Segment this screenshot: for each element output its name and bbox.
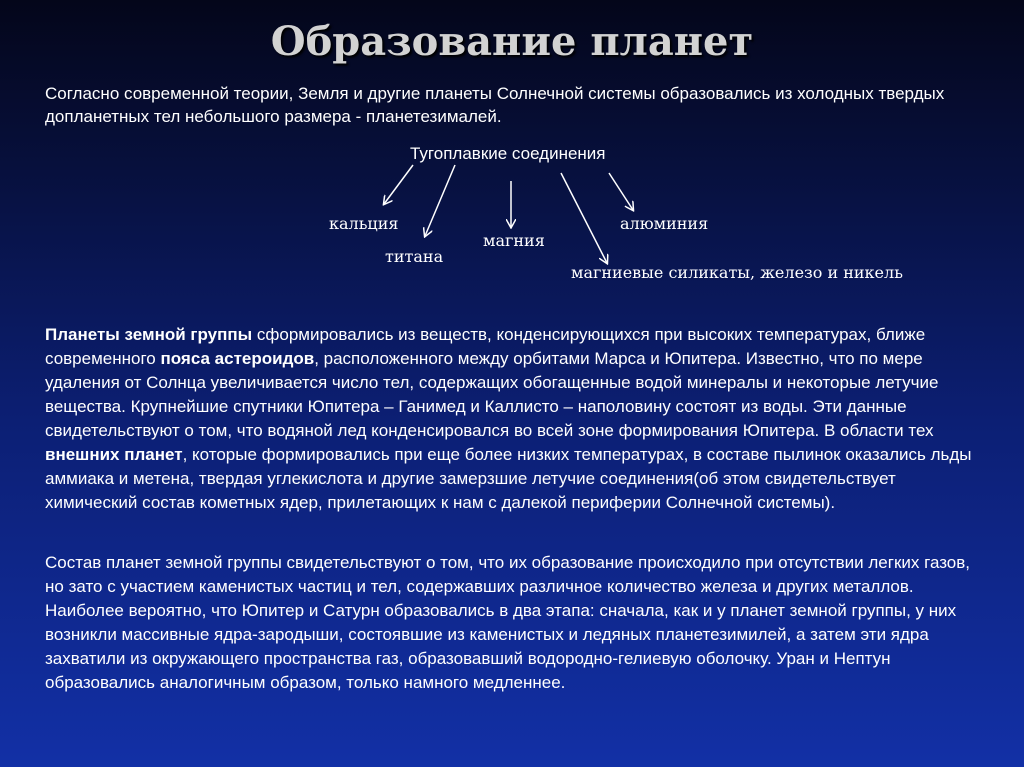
diagram-magnesium-label: магния — [483, 231, 545, 250]
arrow-to-aluminum — [609, 173, 633, 210]
term-outer-planets: внешних планет — [45, 445, 183, 464]
slide-title: Образование планет — [270, 18, 754, 65]
terrestrial-planets-paragraph — [45, 323, 985, 515]
diagram-silicates-label: магниевые силикаты, железо и никель — [571, 263, 903, 282]
paragraph-text: , расположенного между орбитами Марса и Юпитера. Известно, что по мере удаления от Солнца увеличивается число тел, содержащих обогащенные водой минералы и некоторые летучие вещества. Крупнейшие спутники Юпитера – Ганимед и Каллисто – наполовину состоят из воды. Эти данные свидетельствуют о том, что водяной лед конденсировался во всей зоне формирования Юпитера. В области тех — [45, 349, 939, 440]
diagram-root-label: Тугоплавкие соединения — [410, 144, 606, 163]
arrow-to-calcium — [384, 165, 413, 204]
composition-paragraph: Состав планет земной группы свидетельствуют о том, что их образование происходило при отсутствии легких газов, но зато с участием каменистых частиц и тел, содержавших различное количество железа и других металлов. Наиболее вероятно, что Юпитер и Сатурн образовались в два этапа: сначала, как и у планет земной группы, у них возникли массивные ядра-зародыши, состоявшие из каменистых и ледяных планетезимилей, а затем эти ядра захватили из окружающего пространства газ, образовавший водородно-гелиевую оболочку. Уран и Нептун образовались аналогичным образом, только намного медленнее. — [45, 553, 971, 692]
paragraph-text: , которые формировались при еще более низких температурах, в составе пылинок оказались льды аммиака и метена, твердая углекислота и другие замерзшие летучие соединения(об этом свидетельствует химический состав кометных ядер, прилетающих к нам с далекой периферии Солнечной системы). — [45, 445, 972, 512]
term-asteroid-belt: пояса астероидов — [160, 349, 315, 368]
diagram-calcium-label: кальция — [329, 214, 399, 233]
diagram-titanium-label: титана — [385, 247, 444, 266]
arrow-to-silicates — [561, 173, 607, 263]
term-terrestrial-planets: Планеты земной группы — [45, 325, 253, 344]
paragraph-text: сформировались из веществ, конденсирующихся при высоких температурах, ближе современного — [45, 325, 926, 368]
intro-paragraph: Согласно современной теории, Земля и другие планеты Солнечной системы образовались из холодных твердых допланетных тел небольшого размера - планетезималей. — [45, 84, 945, 126]
diagram-aluminum-label: алюминия — [620, 214, 709, 233]
arrow-to-titanium — [425, 165, 455, 236]
